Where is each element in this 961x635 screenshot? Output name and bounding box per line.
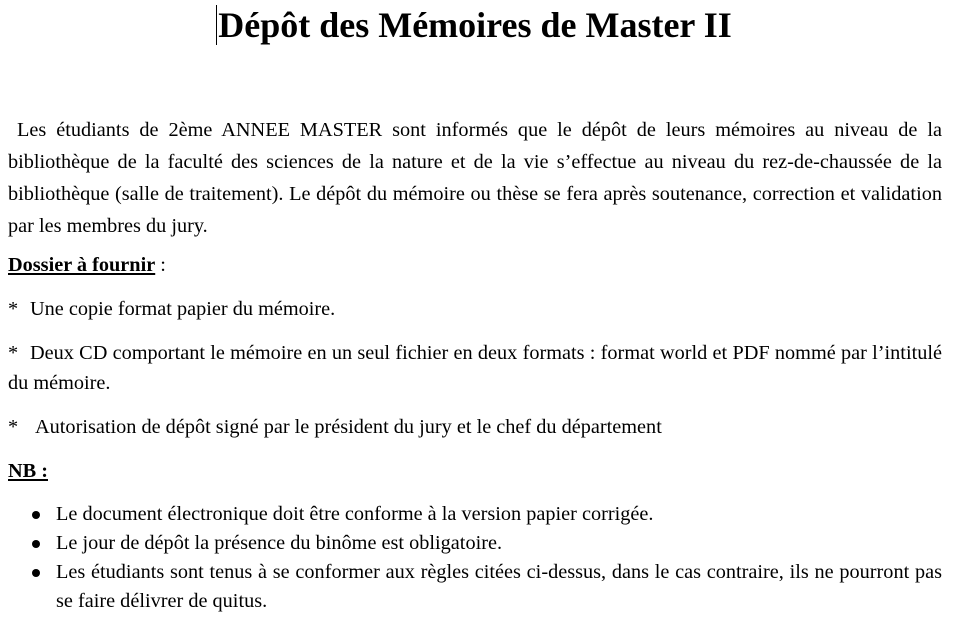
bullet-dot-icon	[32, 511, 40, 519]
list-item-text: Le jour de dépôt la présence du binôme est obligatoire.	[56, 532, 503, 554]
asterisk-bullet: *	[8, 298, 19, 320]
list-item	[8, 500, 942, 529]
document-page	[8, 0, 942, 616]
list-item-text: Le document électronique doit être conforme à la version papier corrigée.	[56, 503, 654, 525]
dossier-heading-colon: :	[155, 254, 166, 276]
bullet-dot-icon	[32, 569, 40, 577]
nb-list	[8, 500, 942, 616]
dossier-item-text: Deux CD comportant le mémoire en un seul fichier en deux formats : format world et PDF nommé par l’intitulé du mémoire.	[8, 342, 942, 394]
dossier-item	[8, 412, 942, 442]
list-item	[8, 529, 942, 558]
nb-heading: NB :	[8, 460, 48, 482]
page-title-text: Dépôt des Mémoires de Master II	[218, 5, 732, 45]
list-item	[8, 558, 942, 616]
title-block	[8, 2, 942, 52]
dossier-heading	[8, 250, 942, 280]
dossier-item-text: Une copie format papier du mémoire.	[30, 298, 336, 320]
dossier-heading-label: Dossier à fournir	[8, 254, 156, 276]
dossier-item	[8, 294, 942, 324]
bullet-dot-icon	[32, 540, 40, 548]
asterisk-bullet: *	[8, 342, 19, 364]
asterisk-bullet: *	[8, 416, 19, 438]
intro-paragraph: Les étudiants de 2ème ANNEE MASTER sont informés que le dépôt de leurs mémoires au niveau de la bibliothèque de la faculté des sciences de la nature et de la vie s’effectue au niveau du rez-de-chaussée de la bibliothèque (salle de traitement). Le dépôt du mémoire ou thèse se fera après soutenance, correction et validation par les membres du jury.	[8, 119, 942, 237]
text-cursor	[216, 5, 217, 45]
list-item-text: Les étudiants sont tenus à se conformer aux règles citées ci-dessus, dans le cas contraire, ils ne pourront pas se faire délivrer de quitus.	[56, 561, 942, 612]
page-title	[218, 2, 732, 48]
dossier-item-text: Autorisation de dépôt signé par le président du jury et le chef du département	[35, 416, 662, 438]
dossier-item	[8, 338, 942, 398]
